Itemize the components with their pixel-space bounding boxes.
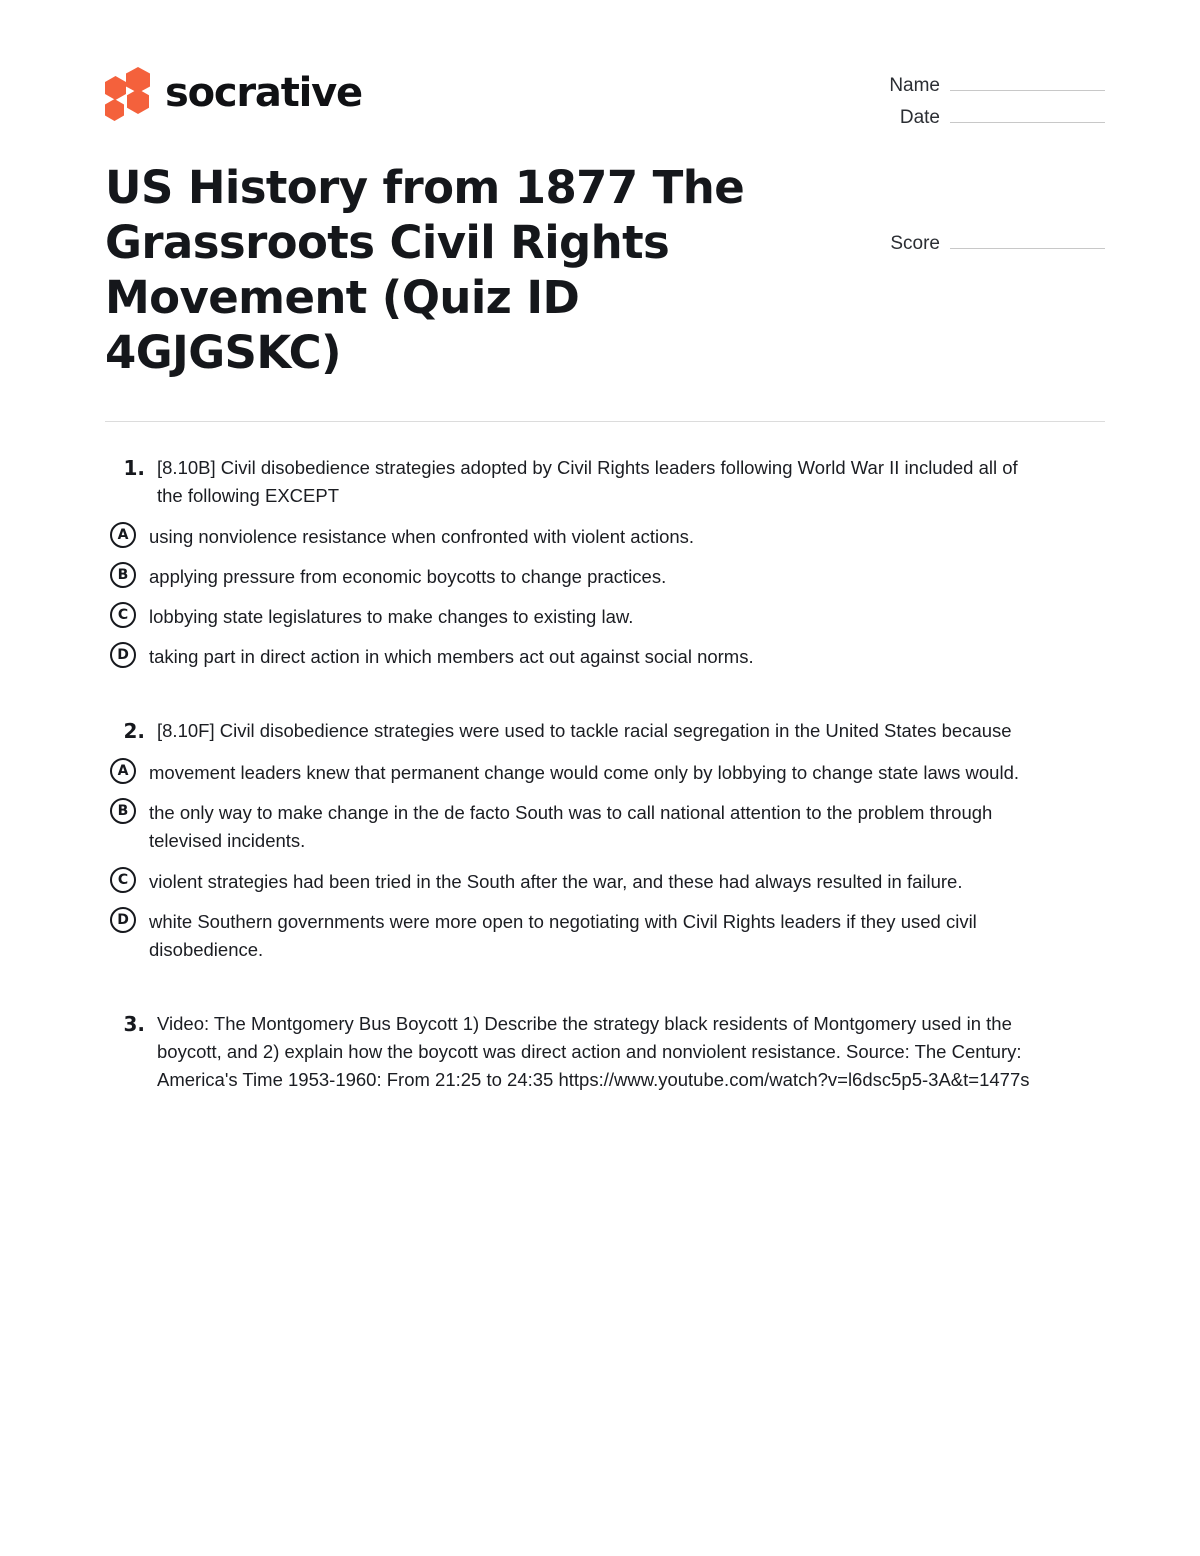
name-field-label: Name: [889, 75, 940, 96]
choice-text: taking part in direct action in which members act out against social norms.: [149, 646, 754, 668]
hexagon-icon-top-left: [105, 76, 126, 100]
page-header: [0, 0, 1200, 139]
choice-text: applying pressure from economic boycotts to change practices.: [149, 565, 667, 587]
answer-choice[interactable]: [110, 907, 1090, 964]
score-field-block: [860, 233, 1105, 265]
title-zone: [0, 139, 1200, 381]
question-text: [8.10F] Civil disobedience strategies were used to tackle racial segregation in the United States because: [157, 720, 1012, 742]
name-field-input[interactable]: [950, 75, 1105, 91]
answer-choice[interactable]: [110, 562, 1090, 591]
choice-bubble-d[interactable]: D: [110, 907, 136, 933]
question-item: [110, 1010, 1090, 1094]
answer-choice[interactable]: [110, 602, 1090, 631]
date-field-input[interactable]: [950, 107, 1105, 123]
question-number: 1.: [123, 455, 145, 480]
choice-text: movement leaders knew that permanent change would come only by lobbying to change state laws would.: [149, 762, 1020, 784]
answer-choice[interactable]: [110, 522, 1090, 551]
choice-bubble-c[interactable]: C: [110, 602, 136, 628]
score-field-input[interactable]: [950, 233, 1105, 249]
choice-text: using nonviolence resistance when confronted with violent actions.: [149, 525, 695, 547]
date-field-label: Date: [899, 107, 940, 128]
hexagon-icon-bottom-left: [105, 99, 124, 121]
choice-bubble-d[interactable]: D: [110, 642, 136, 668]
answer-choice[interactable]: [110, 642, 1090, 671]
brand-wordmark: socrative: [165, 70, 362, 116]
socrative-hexagon-logo-icon: [105, 67, 151, 119]
name-field-row: [860, 75, 1105, 97]
question-item: [110, 717, 1090, 964]
socrative-logo: [105, 67, 362, 119]
questions-list: [0, 422, 1200, 1095]
question-header: [110, 1010, 1090, 1094]
question-text: [8.10B] Civil disobedience strategies adopted by Civil Rights leaders following World War II included all of the following EXCEPT: [157, 456, 1018, 506]
answer-choice[interactable]: [110, 867, 1090, 896]
answer-choice[interactable]: [110, 798, 1090, 855]
choice-bubble-a[interactable]: A: [110, 758, 136, 784]
question-text: Video: The Montgomery Bus Boycott 1) Describe the strategy black residents of Montgomery used in the boycott, and 2) explain how the boycott was direct action and nonviolent resistance. Source: The Century: America's Time 1953-1960: From 21:25 to 24:35 https://www.youtube.com/watch?v=l6dsc5p5-3A&t=1477s: [157, 1012, 1030, 1091]
question-number: 3.: [123, 1011, 145, 1036]
question-number: 2.: [123, 719, 145, 744]
choice-bubble-b[interactable]: B: [110, 798, 136, 824]
page-title: US History from 1877 The Grassroots Civil Rights Movement (Quiz ID 4GJGSKC): [105, 161, 745, 379]
score-field-label: Score: [890, 233, 940, 254]
question-header: [110, 454, 1090, 510]
student-info-fields: [860, 75, 1105, 139]
choice-text: white Southern governments were more open to negotiating with Civil Rights leaders if they used civil disobedience.: [149, 910, 977, 960]
choice-bubble-c[interactable]: C: [110, 867, 136, 893]
date-field-row: [860, 107, 1105, 129]
answer-choice[interactable]: [110, 758, 1090, 787]
answer-choices: [110, 758, 1090, 964]
choice-bubble-b[interactable]: B: [110, 562, 136, 588]
choice-bubble-a[interactable]: A: [110, 522, 136, 548]
hexagon-icon-bottom-right: [127, 89, 149, 114]
choice-text: violent strategies had been tried in the South after the war, and these had always resulted in failure.: [149, 870, 963, 892]
answer-choices: [110, 522, 1090, 671]
choice-text: lobbying state legislatures to make changes to existing law.: [149, 606, 634, 627]
score-field-row: [860, 233, 1105, 255]
question-item: [110, 454, 1090, 672]
question-header: [110, 717, 1090, 746]
choice-text: the only way to make change in the de facto South was to call national attention to the problem through televised incidents.: [149, 802, 993, 852]
